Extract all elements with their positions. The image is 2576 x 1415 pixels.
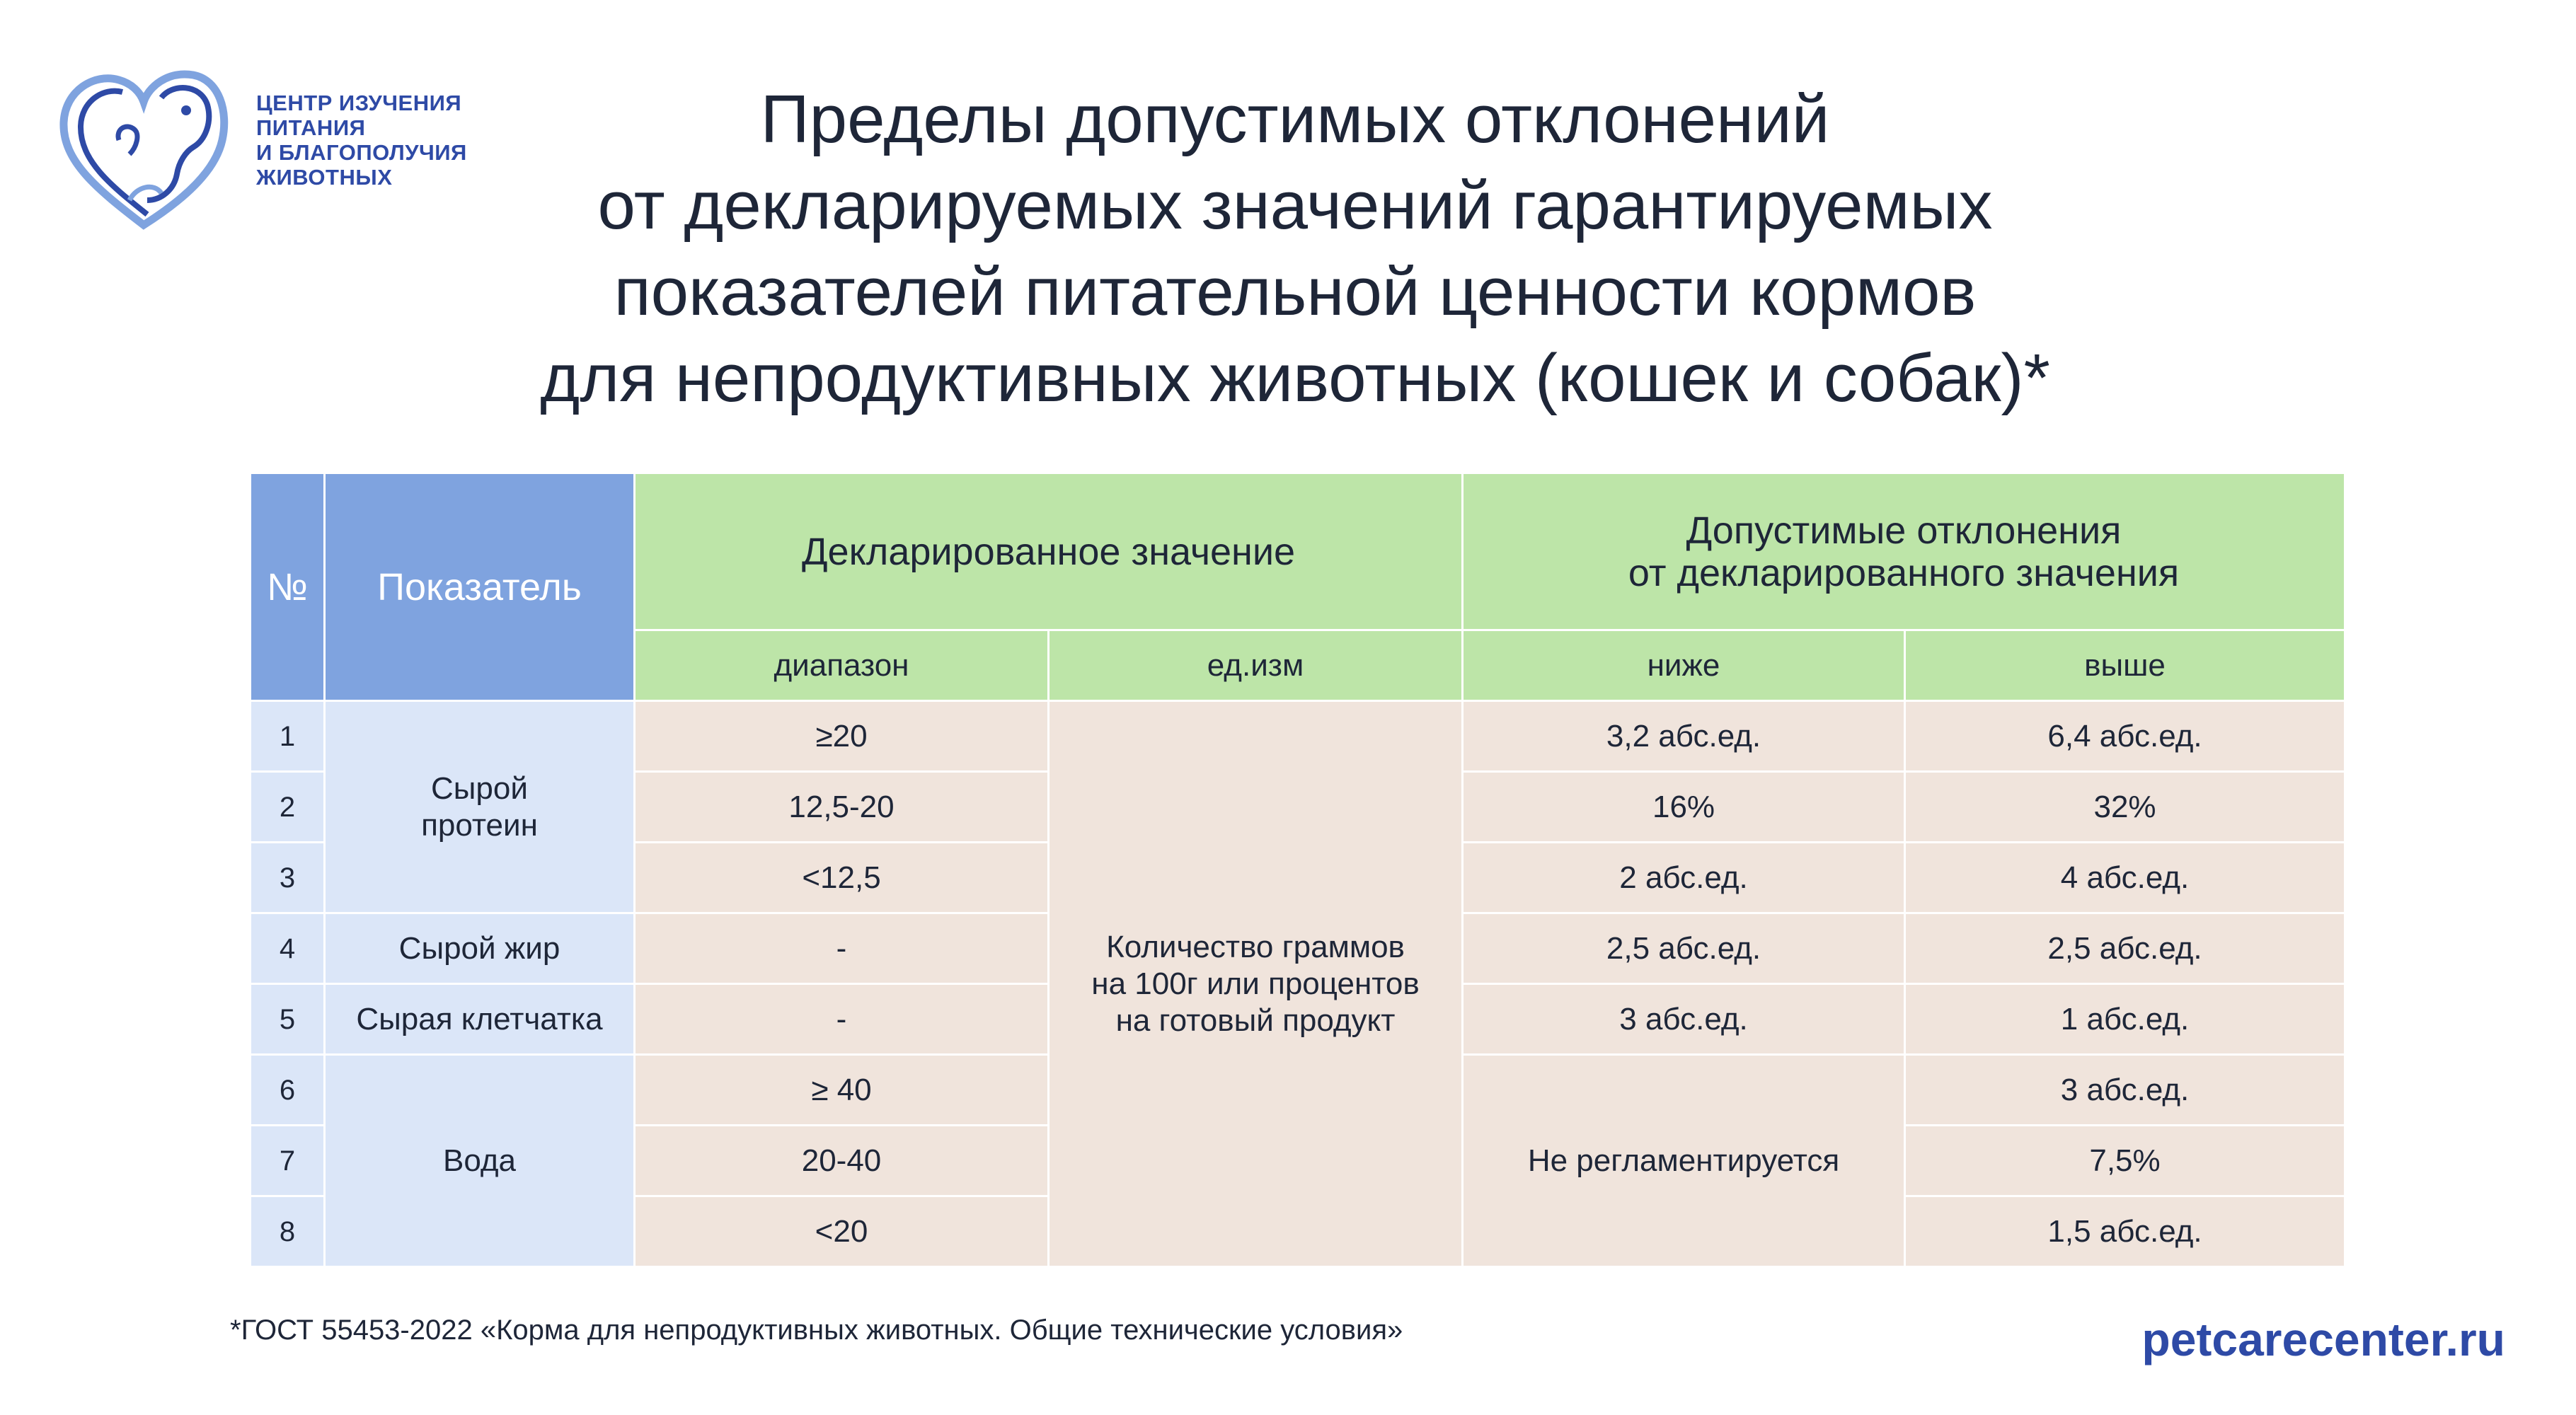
subheader-range: диапазон <box>635 630 1049 701</box>
range-cell: - <box>635 913 1049 984</box>
row-number: 5 <box>251 984 325 1055</box>
header-declared-value: Декларированное значение <box>635 473 1463 630</box>
unit-cell <box>1049 701 1463 1267</box>
indicator-line: протеин <box>421 807 538 843</box>
title-line: для непродуктивных животных (кошек и собак)* <box>540 340 2050 416</box>
title-line: показателей питательной ценности кормов <box>614 254 1977 330</box>
above-cell: 2,5 абс.ед. <box>1905 913 2345 984</box>
range-cell: 12,5-20 <box>635 772 1049 843</box>
header-allowed-deviation <box>1463 473 2345 630</box>
website-link[interactable]: petcarecenter.ru <box>2141 1313 2505 1365</box>
indicator-crude-fiber: Сырая клетчатка <box>325 984 635 1055</box>
logo <box>55 55 232 232</box>
logo-line: ЦЕНТР ИЗУЧЕНИЯ <box>256 91 462 115</box>
logo-line: И БЛАГОПОЛУЧИЯ <box>256 140 467 165</box>
logo-line: ПИТАНИЯ <box>256 115 366 140</box>
above-cell: 32% <box>1905 772 2345 843</box>
page-title <box>283 76 2307 422</box>
range-cell: <12,5 <box>635 843 1049 913</box>
below-cell: 16% <box>1463 772 1905 843</box>
pet-heart-logo-icon <box>55 55 232 232</box>
row-number: 3 <box>251 843 325 913</box>
below-cell: 3 абс.ед. <box>1463 984 1905 1055</box>
row-number: 7 <box>251 1126 325 1196</box>
footnote: *ГОСТ 55453-2022 «Корма для непродуктивных животных. Общие технические условия» <box>230 1315 1403 1346</box>
title-line: от декларируемых значений гарантируемых <box>597 168 1993 243</box>
row-number: 2 <box>251 772 325 843</box>
range-cell: - <box>635 984 1049 1055</box>
range-cell: ≥20 <box>635 701 1049 772</box>
below-cell: 3,2 абс.ед. <box>1463 701 1905 772</box>
below-cell: 2,5 абс.ед. <box>1463 913 1905 984</box>
above-cell: 7,5% <box>1905 1126 2345 1196</box>
indicator-crude-fat: Сырой жир <box>325 913 635 984</box>
table-row <box>251 701 2345 772</box>
subheader-unit: ед.изм <box>1049 630 1463 701</box>
range-cell: 20-40 <box>635 1126 1049 1196</box>
header-number: № <box>251 473 325 701</box>
deviation-table <box>249 472 2346 1268</box>
range-cell: <20 <box>635 1196 1049 1267</box>
header-indicator: Показатель <box>325 473 635 701</box>
indicator-crude-protein <box>325 701 635 913</box>
above-cell: 3 абс.ед. <box>1905 1055 2345 1126</box>
above-cell: 6,4 абс.ед. <box>1905 701 2345 772</box>
above-cell: 4 абс.ед. <box>1905 843 2345 913</box>
not-regulated-cell: Не регламентируется <box>1463 1055 1905 1267</box>
subheader-above: выше <box>1905 630 2345 701</box>
row-number: 1 <box>251 701 325 772</box>
title-line: Пределы допустимых отклонений <box>760 81 1830 157</box>
unit-line: Количество граммов <box>1106 929 1405 964</box>
above-cell: 1,5 абс.ед. <box>1905 1196 2345 1267</box>
table-header-row <box>251 473 2345 630</box>
unit-line: на готовый продукт <box>1115 1003 1396 1038</box>
header-deviation-line: от декларированного значения <box>1628 551 2180 594</box>
logo-line: ЖИВОТНЫХ <box>256 165 393 190</box>
indicator-line: Сырой <box>431 770 528 806</box>
row-number: 4 <box>251 913 325 984</box>
header-deviation-line: Допустимые отклонения <box>1686 509 2122 552</box>
row-number: 6 <box>251 1055 325 1126</box>
indicator-water: Вода <box>325 1055 635 1267</box>
above-cell: 1 абс.ед. <box>1905 984 2345 1055</box>
below-cell: 2 абс.ед. <box>1463 843 1905 913</box>
subheader-below: ниже <box>1463 630 1905 701</box>
row-number: 8 <box>251 1196 325 1267</box>
unit-line: на 100г или процентов <box>1091 966 1420 1001</box>
range-cell: ≥ 40 <box>635 1055 1049 1126</box>
